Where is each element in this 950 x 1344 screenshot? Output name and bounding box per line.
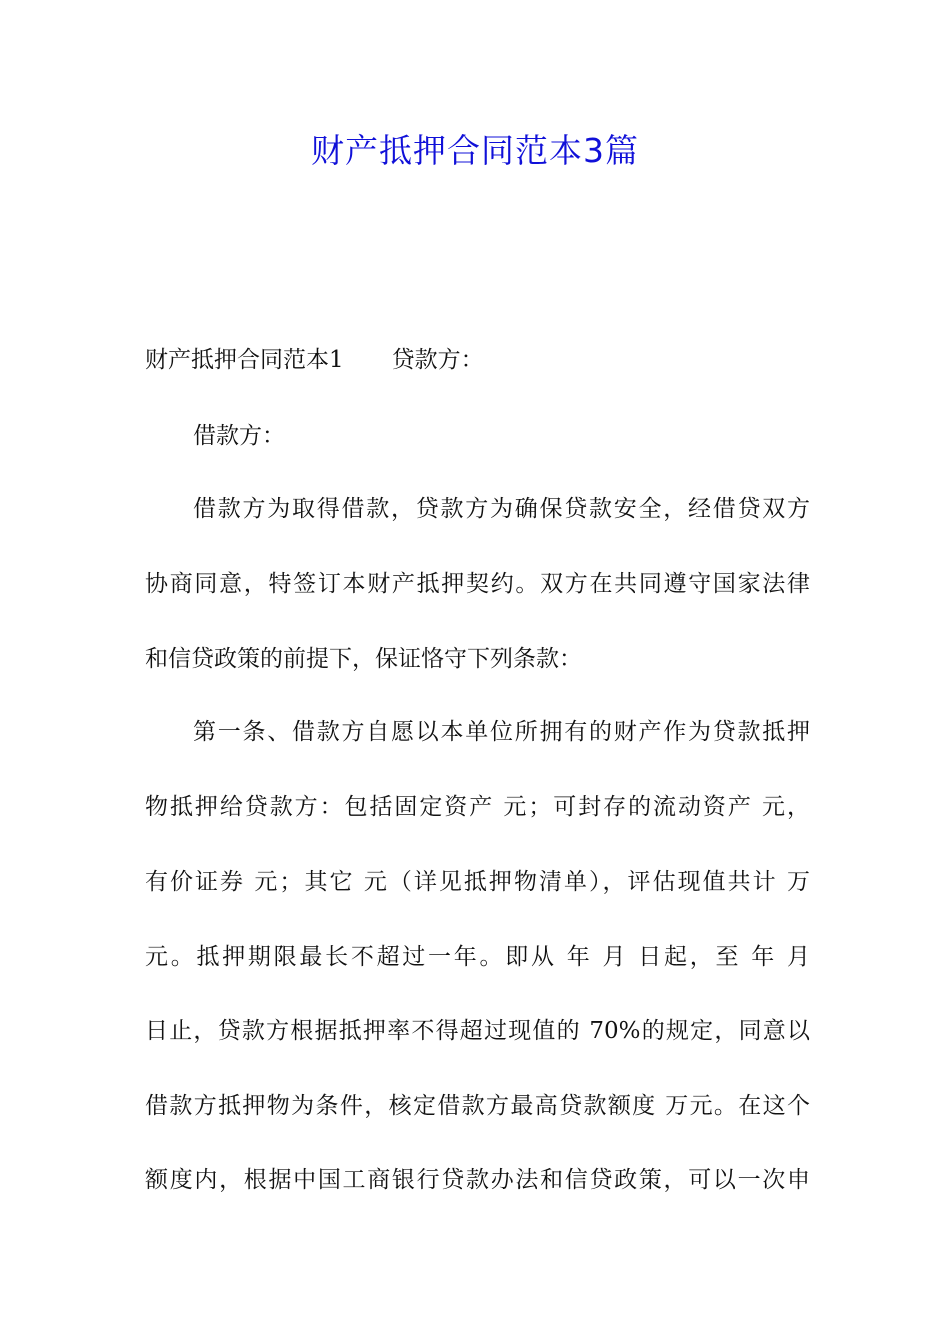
contract-heading: 财产抵押合同范本1 bbox=[145, 347, 344, 373]
lender-label: 贷款方： bbox=[391, 347, 484, 373]
paragraph-line: 协商同意，特签订本财产抵押契约。双方在共同遵守国家法律 bbox=[145, 571, 810, 597]
contract-heading-line bbox=[145, 344, 810, 376]
paragraph-line: 和信贷政策的前提下，保证恪守下列条款： bbox=[145, 646, 582, 672]
paragraph-line: 元。抵押期限最长不超过一年。即从 年 月 日起，至 年 月 bbox=[145, 944, 810, 970]
borrower-label: 借款方： bbox=[193, 423, 285, 449]
paragraph-line: 借款方抵押物为条件，核定借款方最高贷款额度 万元。在这个 bbox=[145, 1093, 810, 1119]
paragraph-line: 第一条、借款方自愿以本单位所拥有的财产作为贷款抵押 bbox=[193, 719, 810, 745]
paragraph-line: 额度内，根据中国工商银行贷款办法和信贷政策，可以一次申 bbox=[145, 1167, 810, 1193]
paragraph-line: 有价证券 元；其它 元（详见抵押物清单），评估现值共计 万 bbox=[145, 869, 810, 895]
paragraph-line: 物抵押给贷款方：包括固定资产 元；可封存的流动资产 元， bbox=[145, 794, 810, 820]
document-title: 财产抵押合同范本3篇 bbox=[311, 131, 639, 170]
paragraph-line: 日止，贷款方根据抵押率不得超过现值的 70%的规定，同意以 bbox=[145, 1018, 810, 1044]
paragraph-line: 借款方为取得借款，贷款方为确保贷款安全，经借贷双方 bbox=[193, 496, 810, 522]
